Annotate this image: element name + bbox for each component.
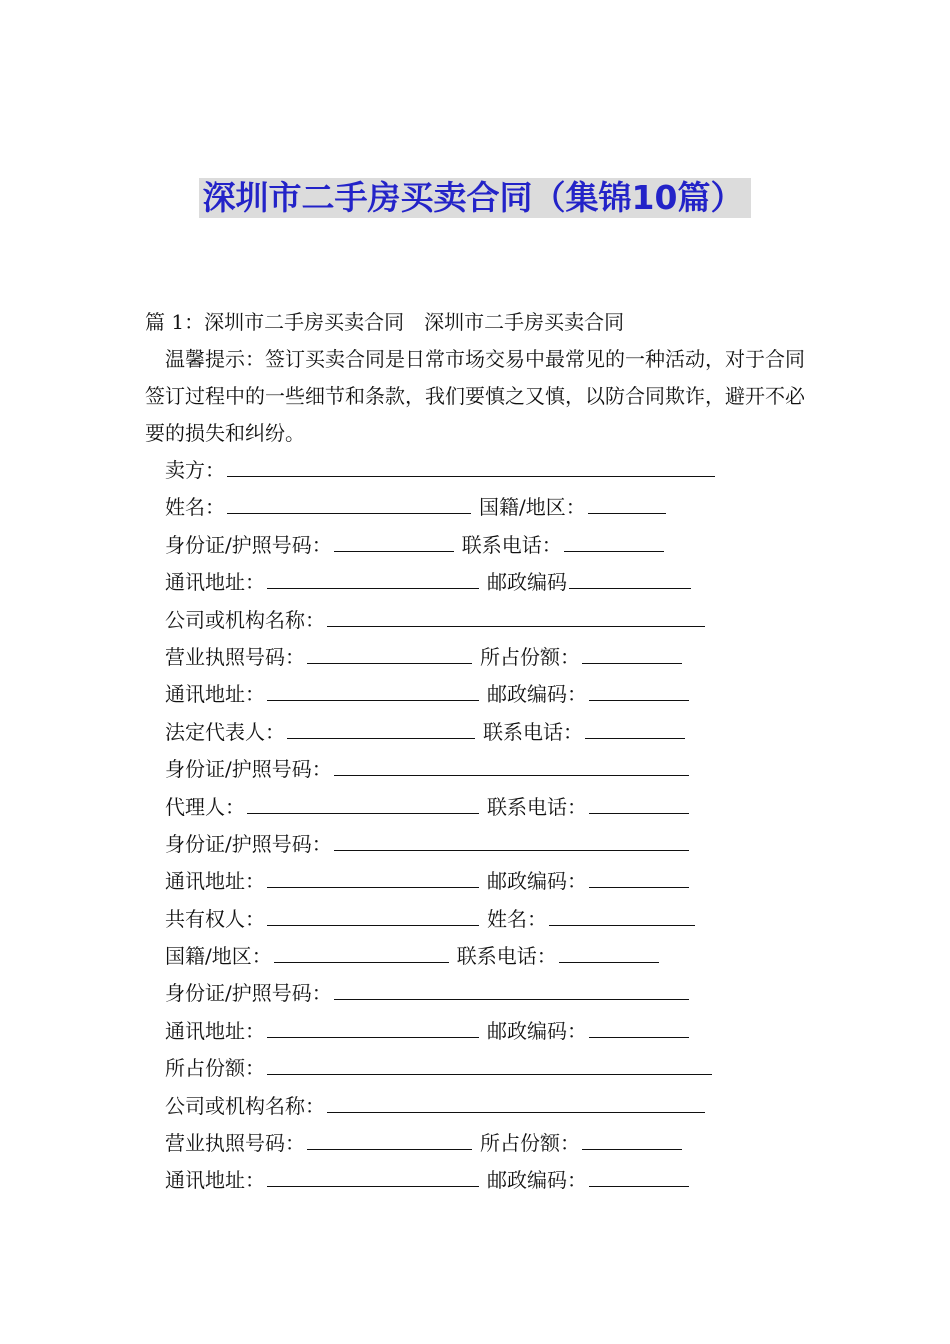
fill-in-blank[interactable] [559, 936, 659, 963]
form-row [165, 563, 805, 600]
fill-in-blank[interactable] [589, 861, 689, 888]
form-row [165, 713, 805, 750]
form-field [165, 1123, 472, 1162]
fill-in-blank[interactable] [588, 487, 666, 514]
form-row [165, 1012, 805, 1049]
form-field [165, 1160, 479, 1199]
field-label: 邮政编码 [487, 570, 567, 595]
title-block [0, 178, 950, 218]
form-field [165, 525, 454, 564]
form-row [165, 974, 805, 1011]
fill-in-blank[interactable] [589, 1160, 689, 1187]
fill-in-blank[interactable] [267, 1160, 479, 1187]
form-field [479, 487, 666, 526]
fill-in-blank[interactable] [307, 637, 472, 664]
field-label: 通讯地址： [165, 570, 265, 595]
form-row [165, 1124, 805, 1161]
form-field [462, 525, 664, 564]
field-label: 国籍/地区： [165, 944, 272, 969]
fill-in-blank[interactable] [307, 1123, 472, 1150]
fill-in-blank[interactable] [334, 525, 454, 552]
fill-in-blank[interactable] [564, 525, 664, 552]
field-label: 法定代表人： [165, 719, 285, 744]
field-label: 通讯地址： [165, 1168, 265, 1193]
fill-in-blank[interactable] [227, 487, 471, 514]
field-label: 国籍/地区： [479, 495, 586, 520]
fill-in-blank[interactable] [267, 1048, 712, 1075]
field-label: 公司或机构名称： [165, 607, 325, 632]
form-field [487, 1160, 689, 1199]
fill-in-blank[interactable] [267, 1011, 479, 1038]
fill-in-blank[interactable] [589, 1011, 689, 1038]
fill-in-blank[interactable] [582, 637, 682, 664]
field-label: 公司或机构名称： [165, 1093, 325, 1118]
form-field [165, 487, 471, 526]
form-row [165, 488, 805, 525]
field-label: 所占份额： [480, 644, 580, 669]
field-label: 营业执照号码： [165, 1131, 305, 1156]
form-field [165, 712, 475, 751]
field-label: 联系电话： [487, 794, 587, 819]
form-field [165, 973, 689, 1012]
form-row [165, 750, 805, 787]
fill-in-blank[interactable] [589, 787, 689, 814]
form-field [165, 787, 479, 826]
form-row [165, 788, 805, 825]
document-title: 深圳市二手房买卖合同（集锦10篇） [199, 178, 752, 218]
fill-in-blank[interactable] [267, 562, 479, 589]
form-field [483, 712, 685, 751]
fill-in-blank[interactable] [327, 1086, 705, 1113]
form-field [480, 637, 682, 676]
field-label: 通讯地址： [165, 682, 265, 707]
fill-in-blank[interactable] [327, 600, 705, 627]
field-label: 身份证/护照号码： [165, 981, 332, 1006]
field-label: 邮政编码： [487, 1168, 587, 1193]
form-field [165, 899, 479, 938]
field-label: 联系电话： [483, 719, 583, 744]
fill-in-blank[interactable] [334, 973, 689, 1000]
form-field [487, 674, 689, 713]
form-field [165, 1086, 705, 1125]
form-row [165, 1087, 805, 1124]
form-row [165, 675, 805, 712]
form-row [165, 1049, 805, 1086]
fill-in-blank[interactable] [274, 936, 449, 963]
field-label: 联系电话： [461, 532, 562, 557]
form-field [165, 600, 705, 639]
field-label: 姓名： [487, 906, 547, 931]
form-row [165, 862, 805, 899]
field-label: 卖方： [165, 458, 225, 482]
form-row [165, 638, 805, 675]
fill-in-blank[interactable] [267, 861, 479, 888]
form-field [487, 861, 689, 900]
field-label: 姓名： [165, 495, 225, 520]
fill-in-blank[interactable] [267, 674, 479, 701]
field-label: 通讯地址： [165, 869, 265, 894]
form-row [165, 1161, 805, 1198]
fill-in-blank[interactable] [569, 562, 691, 589]
field-label: 身份证/护照号码： [165, 532, 332, 557]
form-field [165, 749, 689, 788]
section-heading: 篇 1：深圳市二手房买卖合同 深圳市二手房买卖合同 [145, 310, 625, 334]
fill-in-blank[interactable] [334, 749, 689, 776]
form-field [165, 450, 715, 489]
fill-in-blank[interactable] [582, 1123, 682, 1150]
fill-in-blank[interactable] [267, 899, 479, 926]
field-label: 联系电话： [456, 944, 557, 969]
field-label: 邮政编码： [487, 682, 587, 707]
form-field [165, 637, 472, 676]
fill-in-blank[interactable] [589, 674, 689, 701]
fill-in-blank[interactable] [585, 712, 685, 739]
field-label: 身份证/护照号码： [165, 757, 332, 782]
fill-in-blank[interactable] [549, 899, 695, 926]
form-field [165, 936, 449, 975]
form-field [487, 1011, 689, 1050]
tip-paragraph: 温馨提示：签订买卖合同是日常市场交易中最常见的一种活动，对于合同签订过程中的一些细节和条款，我们要慎之又慎，以防合同欺诈，避开不必要的损失和纠纷。 [145, 347, 805, 445]
fill-in-blank[interactable] [247, 787, 479, 814]
form-row [165, 526, 805, 563]
form-field [487, 899, 695, 938]
form-field [165, 674, 479, 713]
form-field [165, 1048, 712, 1087]
form-field [487, 787, 689, 826]
form-row [165, 825, 805, 862]
seller-info-form [165, 451, 805, 1199]
form-field [480, 1123, 682, 1162]
fill-in-blank[interactable] [287, 712, 475, 739]
field-label: 邮政编码： [487, 1018, 587, 1043]
form-row [165, 451, 805, 488]
field-label: 营业执照号码： [165, 644, 305, 669]
form-field [165, 861, 479, 900]
fill-in-blank[interactable] [227, 450, 715, 477]
field-label: 共有权人： [165, 906, 265, 931]
field-label: 通讯地址： [165, 1018, 265, 1043]
field-label: 邮政编码： [487, 869, 587, 894]
form-field [165, 824, 689, 863]
form-field [457, 936, 659, 975]
field-label: 所占份额： [165, 1056, 265, 1081]
field-label: 所占份额： [480, 1131, 580, 1156]
form-row [165, 937, 805, 974]
field-label: 代理人： [165, 794, 245, 819]
form-field [487, 562, 691, 601]
form-row [165, 900, 805, 937]
form-field [165, 562, 479, 601]
fill-in-blank[interactable] [334, 824, 689, 851]
form-field [165, 1011, 479, 1050]
form-row [165, 601, 805, 638]
field-label: 身份证/护照号码： [165, 831, 332, 856]
